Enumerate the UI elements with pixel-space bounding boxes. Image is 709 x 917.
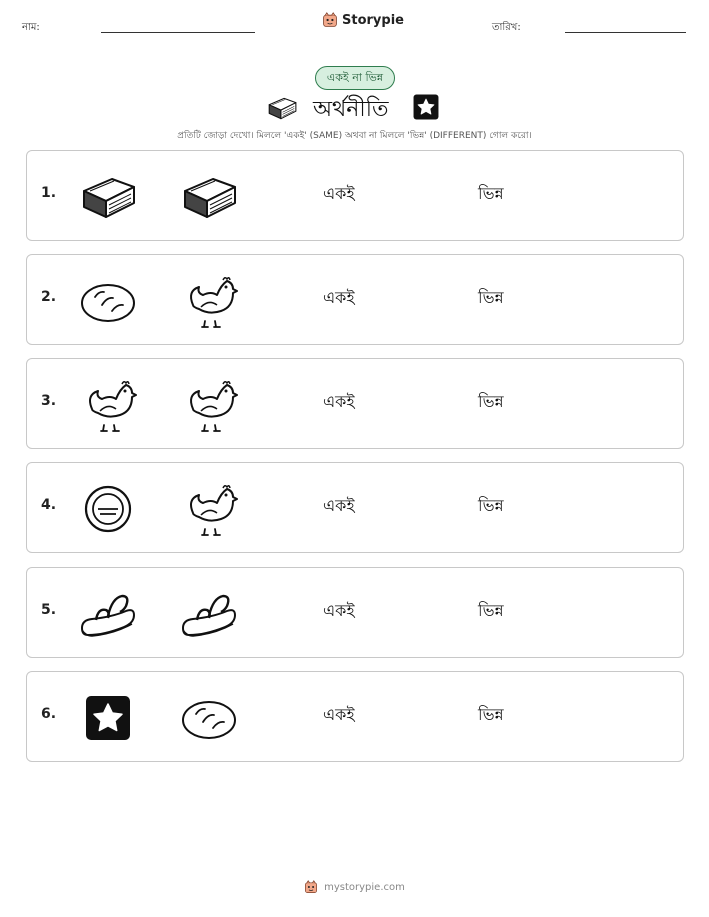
different-option[interactable]: ভিন্ন bbox=[478, 392, 504, 411]
different-option[interactable]: ভিন্ন bbox=[478, 288, 504, 307]
question-card bbox=[26, 150, 684, 241]
coin-icon bbox=[78, 479, 138, 539]
footer bbox=[0, 880, 709, 894]
question-number: 6. bbox=[41, 706, 57, 722]
same-option[interactable]: একই bbox=[323, 288, 355, 307]
same-option[interactable]: একই bbox=[323, 392, 355, 411]
question-number: 5. bbox=[41, 602, 57, 618]
chicken-icon bbox=[179, 479, 239, 539]
question-number: 3. bbox=[41, 393, 57, 409]
star-icon bbox=[78, 688, 138, 748]
sandal-icon bbox=[78, 584, 138, 644]
bread-icon bbox=[179, 688, 239, 748]
brand-name: Storypie bbox=[342, 12, 404, 28]
same-option[interactable]: একই bbox=[323, 184, 355, 203]
question-card bbox=[26, 254, 684, 345]
chicken-icon bbox=[179, 375, 239, 435]
brand bbox=[322, 12, 404, 28]
name-label: নাম: bbox=[22, 22, 40, 33]
star-icon bbox=[409, 90, 443, 124]
date-label: তারিখ: bbox=[492, 22, 521, 33]
different-option[interactable]: ভিন্ন bbox=[478, 184, 504, 203]
footer-url: mystorypie.com bbox=[324, 881, 405, 893]
book-icon bbox=[78, 167, 138, 227]
date-line[interactable] bbox=[565, 32, 686, 33]
storypie-logo-icon bbox=[304, 880, 318, 894]
question-card bbox=[26, 567, 684, 658]
chicken-icon bbox=[179, 271, 239, 331]
book-icon bbox=[179, 167, 239, 227]
title-row bbox=[0, 92, 709, 120]
name-line[interactable] bbox=[101, 32, 255, 33]
question-number: 1. bbox=[41, 185, 57, 201]
activity-tag: একই না ভিন্ন bbox=[315, 66, 395, 90]
different-option[interactable]: ভিন্ন bbox=[478, 601, 504, 620]
question-card bbox=[26, 358, 684, 449]
same-option[interactable]: একই bbox=[323, 705, 355, 724]
same-option[interactable]: একই bbox=[323, 496, 355, 515]
same-option[interactable]: একই bbox=[323, 601, 355, 620]
different-option[interactable]: ভিন্ন bbox=[478, 496, 504, 515]
question-number: 4. bbox=[41, 497, 57, 513]
different-option[interactable]: ভিন্ন bbox=[478, 705, 504, 724]
storypie-logo-icon bbox=[322, 12, 338, 28]
page-title: অর্থনীতি bbox=[313, 97, 389, 122]
sandal-icon bbox=[179, 584, 239, 644]
question-number: 2. bbox=[41, 289, 57, 305]
chicken-icon bbox=[78, 375, 138, 435]
instruction-text: প্রতিটি জোড়া দেখো। মিললে 'একই' (SAME) অথবা না মিললে 'ভিন্ন' (DIFFERENT) গোল করো। bbox=[177, 131, 532, 141]
bread-icon bbox=[78, 271, 138, 331]
question-card bbox=[26, 462, 684, 553]
book-icon bbox=[266, 92, 298, 124]
question-card bbox=[26, 671, 684, 762]
